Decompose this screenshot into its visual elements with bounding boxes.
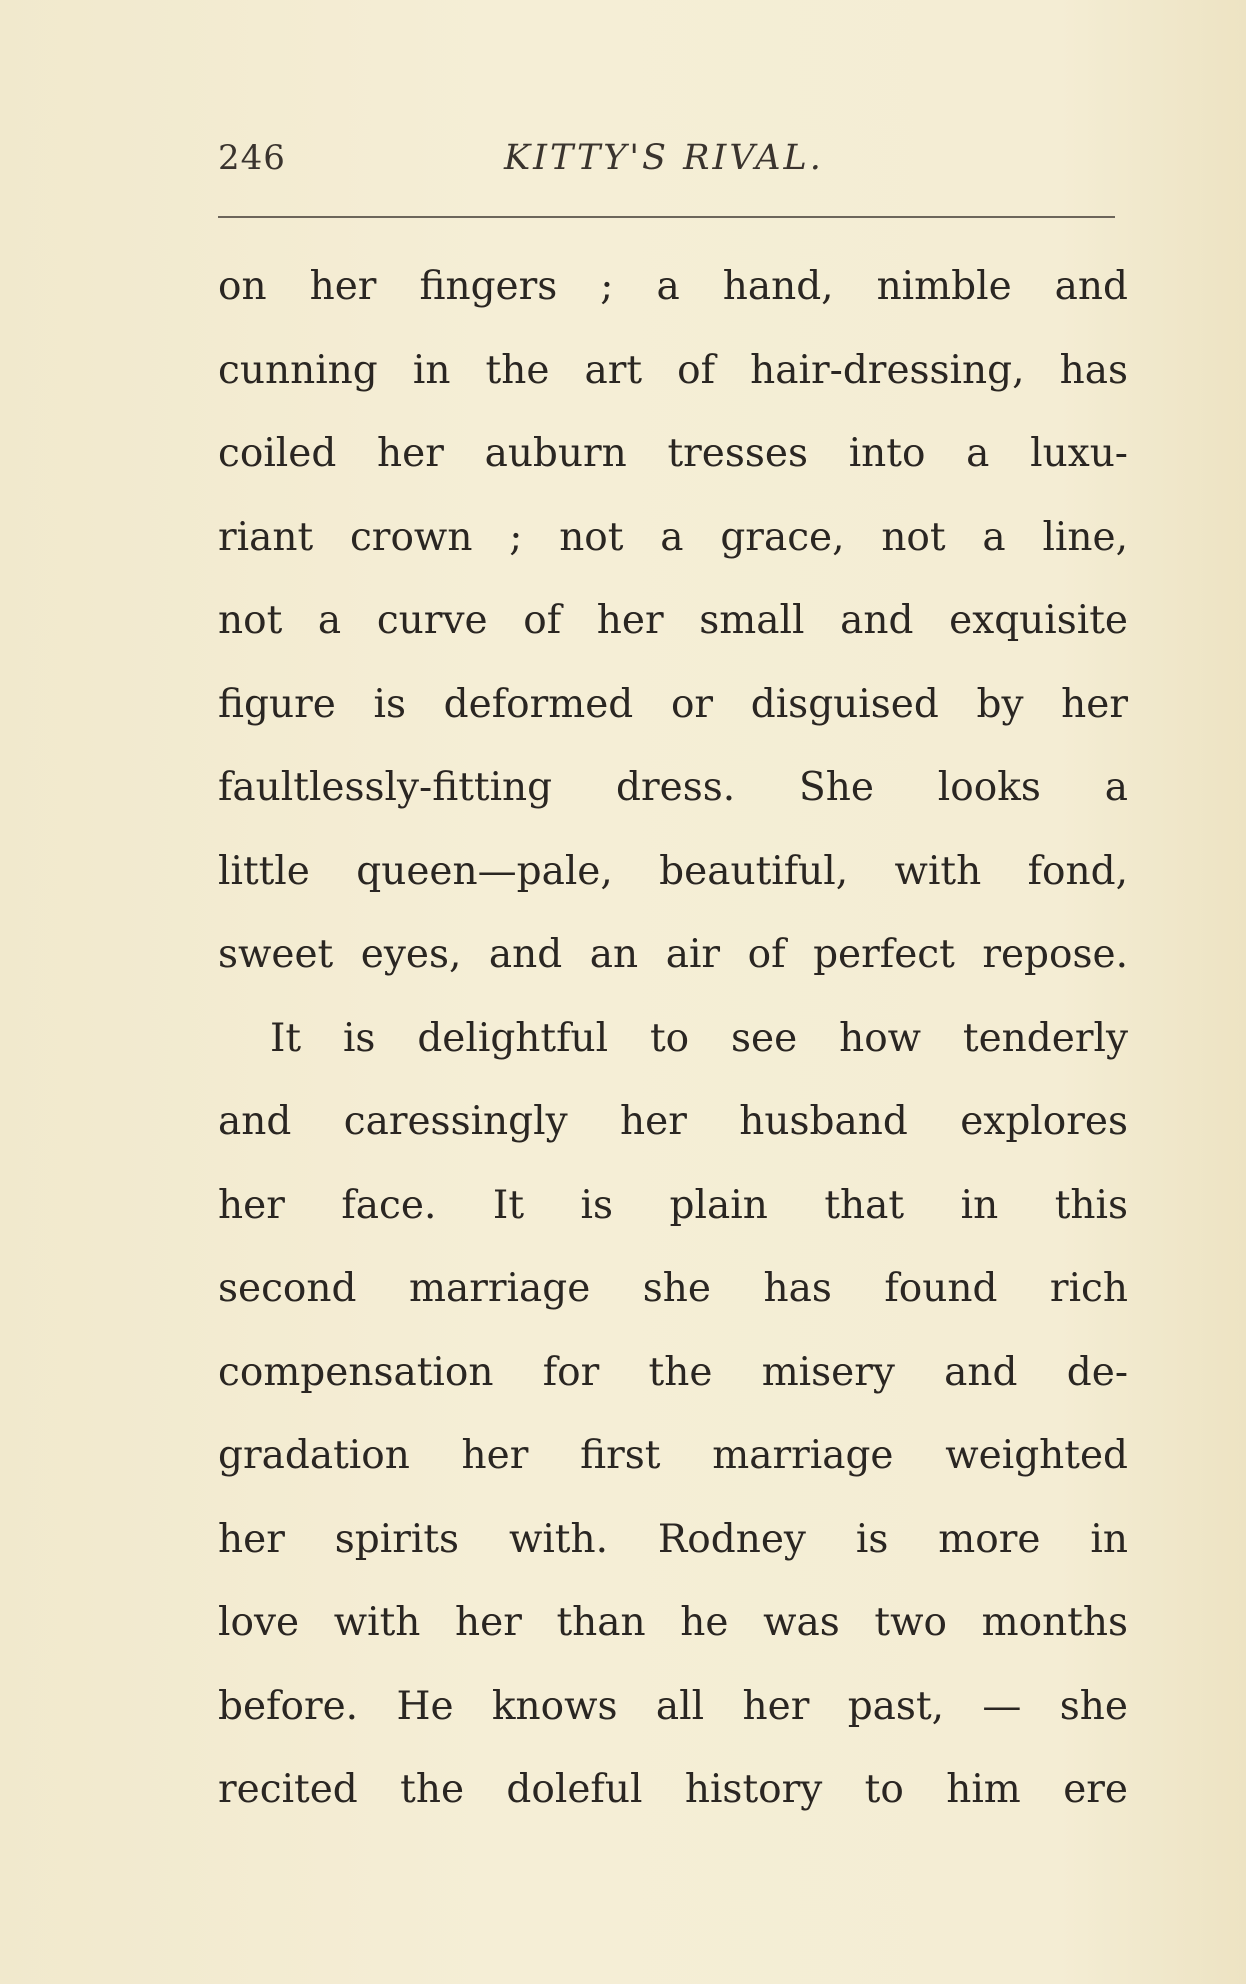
text-line: recited the doleful history to him ere xyxy=(218,1767,1128,1812)
text-line: on her fingers ; a hand, nimble and xyxy=(218,264,1128,309)
text-line: figure is deformed or disguised by her xyxy=(218,681,1128,727)
text-line: her spirits with. Rodney is more in xyxy=(218,1516,1128,1562)
text-line: coiled her auburn tresses into a luxu- xyxy=(218,431,1128,476)
text-line: gradation her first marriage weighted xyxy=(218,1433,1128,1478)
text-line: her face. It is plain that in this xyxy=(218,1182,1128,1228)
text-line: second marriage she has found rich xyxy=(218,1266,1128,1311)
text-line: not a curve of her small and exquisite xyxy=(218,598,1128,643)
text-line: riant crown ; not a grace, not a line, xyxy=(218,514,1128,560)
page-number: 246 xyxy=(218,138,286,178)
header-rule xyxy=(218,216,1115,218)
text-line: cunning in the art of hair-dressing, has xyxy=(218,347,1128,393)
text-line: love with her than he was two months xyxy=(218,1600,1128,1645)
running-head xyxy=(218,138,1115,188)
text-line: and caressingly her husband explores xyxy=(218,1099,1128,1144)
body-text xyxy=(218,252,1128,1839)
text-line: sweet eyes, and an air of perfect repose. xyxy=(218,932,1128,977)
text-line: faultlessly-fitting dress. She looks a xyxy=(218,765,1128,810)
text-line: before. He knows all her past, — she xyxy=(218,1683,1128,1729)
paragraph-start-line: It is delightful to see how tenderly xyxy=(270,1015,1128,1061)
text-line: compensation for the misery and de- xyxy=(218,1349,1128,1395)
text-line: little queen—pale, beautiful, with fond, xyxy=(218,848,1128,894)
running-title: KITTY'S RIVAL. xyxy=(504,138,824,178)
